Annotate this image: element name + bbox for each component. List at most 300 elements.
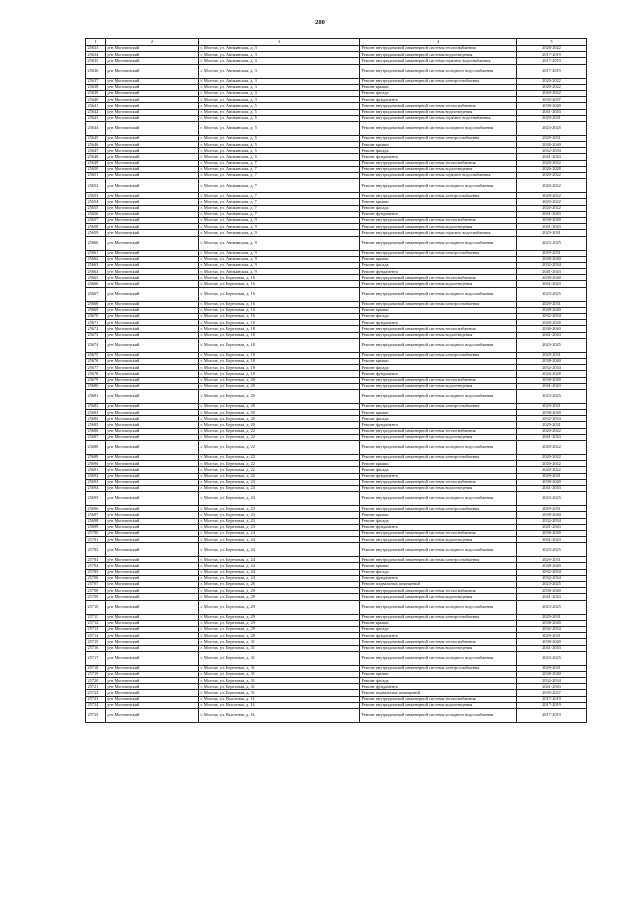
district-cell: р-н Могочинский	[106, 645, 199, 651]
work-type-cell: Ремонт внутридомовой инженерной системы водоотведения	[360, 332, 517, 338]
work-type-cell: Ремонт подвальных помещений	[360, 582, 517, 588]
address-cell: г. Могоча, ул. Березовая, д. 22	[199, 428, 360, 434]
address-cell: г. Могоча, ул. Березовая, д. 18	[199, 358, 360, 364]
address-cell: г. Могоча, ул. Аникинская, д. 9	[199, 230, 360, 236]
years-cell: 2029-2031	[517, 614, 587, 620]
row-number-cell: 25660	[86, 236, 106, 250]
row-number-cell: 25716	[86, 645, 106, 651]
years-cell: 2020-2022	[517, 46, 587, 52]
row-number-cell: 25655	[86, 205, 106, 211]
address-cell: г. Могоча, ул. Аникинская, д. 3	[199, 78, 360, 84]
work-type-cell: Ремонт фасада	[360, 205, 517, 211]
row-number-cell: 25645	[86, 135, 106, 141]
row-number-cell: 25711	[86, 614, 106, 620]
work-type-cell: Ремонт внутридомовой инженерной системы водоотведения	[360, 485, 517, 491]
address-cell: г. Могоча, ул. Березовая, д. 31	[199, 678, 360, 684]
row-number-cell: 25703	[86, 557, 106, 563]
district-cell: р-н Могочинский	[106, 115, 199, 121]
column-header: 2	[106, 39, 199, 46]
work-type-cell: Ремонт фундамента	[360, 154, 517, 160]
district-cell: р-н Могочинский	[106, 281, 199, 287]
work-type-cell: Ремонт внутридомовой инженерной системы электроснабжения	[360, 614, 517, 620]
district-cell: р-н Могочинский	[106, 582, 199, 588]
work-type-cell: Ремонт фундамента	[360, 524, 517, 530]
work-type-cell: Ремонт внутридомовой инженерной системы электроснабжения	[360, 557, 517, 563]
row-number-cell: 25644	[86, 121, 106, 135]
row-number-cell: 25684	[86, 416, 106, 422]
years-cell: 2038-2040	[517, 307, 587, 313]
work-type-cell: Ремонт крыши	[360, 307, 517, 313]
address-cell: г. Могоча, ул. Березовая, д. 18	[199, 332, 360, 338]
district-cell: р-н Могочинский	[106, 524, 199, 530]
district-cell: р-н Могочинский	[106, 135, 199, 141]
address-cell: г. Могоча, ул. Березовая, д. 18	[199, 326, 360, 332]
row-number-cell: 25659	[86, 230, 106, 236]
work-type-cell: Ремонт крыши	[360, 620, 517, 626]
row-number-cell: 25717	[86, 651, 106, 665]
row-number-cell: 25710	[86, 600, 106, 614]
district-cell: р-н Могочинский	[106, 377, 199, 383]
address-cell: г. Могоча, ул. Аникинская, д. 7	[199, 199, 360, 205]
work-type-cell: Ремонт внутридомовой инженерной системы холодного водоснабжения	[360, 651, 517, 665]
address-cell: г. Могоча, ул. Березовая, д. 31	[199, 671, 360, 677]
address-cell: г. Могоча, ул. Высотная, д. 14	[199, 709, 360, 723]
address-cell: г. Могоча, ул. Аникинская, д. 3	[199, 64, 360, 78]
address-cell: г. Могоча, ул. Аникинская, д. 9	[199, 269, 360, 275]
district-cell: р-н Могочинский	[106, 160, 199, 166]
work-type-cell: Ремонт фасада	[360, 416, 517, 422]
years-cell: 2032-2034	[517, 365, 587, 371]
district-cell: р-н Могочинский	[106, 307, 199, 313]
district-cell: р-н Могочинский	[106, 262, 199, 268]
district-cell: р-н Могочинский	[106, 422, 199, 428]
address-cell: г. Могоча, ул. Аникинская, д. 5	[199, 121, 360, 135]
work-type-cell: Ремонт фасада	[360, 148, 517, 154]
district-cell: р-н Могочинский	[106, 492, 199, 506]
district-cell: р-н Могочинский	[106, 109, 199, 115]
address-cell: г. Могоча, ул. Березовая, д. 22	[199, 441, 360, 455]
work-type-cell: Ремонт внутридомовой инженерной системы электроснабжения	[360, 135, 517, 141]
district-cell: р-н Могочинский	[106, 600, 199, 614]
district-cell: р-н Могочинский	[106, 217, 199, 223]
row-number-cell: 25651	[86, 173, 106, 179]
years-cell: 2038-2040	[517, 377, 587, 383]
work-type-cell: Ремонт внутридомовой инженерной системы электроснабжения	[360, 301, 517, 307]
district-cell: р-н Могочинский	[106, 678, 199, 684]
district-cell: р-н Могочинский	[106, 543, 199, 557]
years-cell: 2029-2031	[517, 506, 587, 512]
address-cell: г. Могоча, ул. Высотная, д. 14	[199, 702, 360, 708]
row-number-cell: 25690	[86, 461, 106, 467]
row-number-cell: 25685	[86, 422, 106, 428]
district-cell: р-н Могочинский	[106, 332, 199, 338]
address-cell: г. Могоча, ул. Березовая, д. 20	[199, 389, 360, 403]
years-cell: 2038-2040	[517, 530, 587, 536]
years-cell: 2029-2031	[517, 403, 587, 409]
years-cell: 2023-2025	[517, 492, 587, 506]
column-header: 3	[199, 39, 360, 46]
table-row	[86, 709, 587, 723]
district-cell: р-н Могочинский	[106, 383, 199, 389]
address-cell: г. Могоча, ул. Березовая, д. 24	[199, 569, 360, 575]
row-number-cell: 25713	[86, 626, 106, 632]
row-number-cell: 25637	[86, 78, 106, 84]
years-cell: 2038-2040	[517, 256, 587, 262]
address-cell: г. Могоча, ул. Березовая, д. 16	[199, 287, 360, 301]
work-type-cell: Ремонт внутридомовой инженерной системы водоотведения	[360, 434, 517, 440]
district-cell: р-н Могочинский	[106, 633, 199, 639]
address-cell: г. Могоча, ул. Березовая, д. 20	[199, 403, 360, 409]
years-cell: 2017-2019	[517, 58, 587, 64]
district-cell: р-н Могочинский	[106, 166, 199, 172]
work-type-cell: Ремонт крыши	[360, 410, 517, 416]
work-type-cell: Ремонт крыши	[360, 142, 517, 148]
work-type-cell: Ремонт крыши	[360, 512, 517, 518]
years-cell: 2038-2040	[517, 671, 587, 677]
district-cell: р-н Могочинский	[106, 441, 199, 455]
row-number-cell: 25686	[86, 428, 106, 434]
work-type-cell: Ремонт фасада	[360, 518, 517, 524]
address-cell: г. Могоча, ул. Березовая, д. 23	[199, 485, 360, 491]
years-cell: 2032-2034	[517, 678, 587, 684]
district-cell: р-н Могочинский	[106, 64, 199, 78]
work-type-cell: Ремонт фундамента	[360, 633, 517, 639]
address-cell: г. Могоча, ул. Березовая, д. 16	[199, 307, 360, 313]
address-cell: г. Могоча, ул. Березовая, д. 29	[199, 633, 360, 639]
address-cell: г. Могоча, ул. Березовая, д. 31	[199, 651, 360, 665]
district-cell: р-н Могочинский	[106, 518, 199, 524]
row-number-cell: 25691	[86, 467, 106, 473]
address-cell: г. Могоча, ул. Аникинская, д. 7	[199, 211, 360, 217]
row-number-cell: 25671	[86, 320, 106, 326]
address-cell: г. Могоча, ул. Березовая, д. 16	[199, 314, 360, 320]
work-type-cell: Ремонт внутридомовой инженерной системы водоотведения	[360, 537, 517, 543]
address-cell: г. Могоча, ул. Аникинская, д. 7	[199, 205, 360, 211]
district-cell: р-н Могочинский	[106, 594, 199, 600]
address-cell: г. Могоча, ул. Березовая, д. 31	[199, 690, 360, 696]
address-cell: г. Могоча, ул. Аникинская, д. 7	[199, 160, 360, 166]
work-type-cell: Ремонт внутридомовой инженерной системы теплоснабжения	[360, 217, 517, 223]
row-number-cell: 25700	[86, 530, 106, 536]
work-type-cell: Ремонт внутридомовой инженерной системы холодного водоснабжения	[360, 492, 517, 506]
address-cell: г. Могоча, ул. Аникинская, д. 5	[199, 148, 360, 154]
row-number-cell: 25682	[86, 403, 106, 409]
address-cell: г. Могоча, ул. Березовая, д. 26	[199, 582, 360, 588]
years-cell: 2023-2025	[517, 543, 587, 557]
work-type-cell: Ремонт внутридомовой инженерной системы водоотведения	[360, 702, 517, 708]
work-type-cell: Ремонт фундамента	[360, 684, 517, 690]
work-type-cell: Ремонт внутридомовой инженерной системы горячего водоснабжения	[360, 58, 517, 64]
work-type-cell: Ремонт внутридомовой инженерной системы водоотведения	[360, 166, 517, 172]
years-cell: 2026-2028	[517, 166, 587, 172]
work-type-cell: Ремонт крыши	[360, 199, 517, 205]
table-row	[86, 64, 587, 78]
years-cell: 2041-2043	[517, 594, 587, 600]
district-cell: р-н Могочинский	[106, 690, 199, 696]
years-cell: 2038-2040	[517, 217, 587, 223]
district-cell: р-н Могочинский	[106, 569, 199, 575]
years-cell: 2020-2022	[517, 90, 587, 96]
row-number-cell: 25706	[86, 575, 106, 581]
row-number-cell: 25678	[86, 371, 106, 377]
years-cell: 2038-2040	[517, 410, 587, 416]
row-number-cell: 25718	[86, 665, 106, 671]
years-cell: 2026-2028	[517, 371, 587, 377]
years-cell: 2023-2025	[517, 121, 587, 135]
row-number-cell: 25722	[86, 690, 106, 696]
district-cell: р-н Могочинский	[106, 588, 199, 594]
years-cell: 2038-2040	[517, 358, 587, 364]
column-header: 5	[517, 39, 587, 46]
district-cell: р-н Могочинский	[106, 199, 199, 205]
repair-schedule-table	[85, 38, 587, 723]
district-cell: р-н Могочинский	[106, 58, 199, 64]
row-number-cell: 25673	[86, 332, 106, 338]
row-number-cell: 25653	[86, 193, 106, 199]
years-cell: 2029-2031	[517, 557, 587, 563]
years-cell: 2038-2040	[517, 275, 587, 281]
years-cell: 2029-2031	[517, 352, 587, 358]
row-number-cell: 25635	[86, 58, 106, 64]
address-cell: г. Могоча, ул. Березовая, д. 18	[199, 365, 360, 371]
row-number-cell: 25675	[86, 352, 106, 358]
district-cell: р-н Могочинский	[106, 365, 199, 371]
work-type-cell: Ремонт фасада	[360, 90, 517, 96]
page-number: 280	[315, 19, 325, 26]
years-cell: 2023-2025	[517, 389, 587, 403]
years-cell: 2041-2043	[517, 281, 587, 287]
work-type-cell: Ремонт внутридомовой инженерной системы холодного водоснабжения	[360, 338, 517, 352]
address-cell: г. Могоча, ул. Березовая, д. 20	[199, 422, 360, 428]
work-type-cell: Ремонт внутридомовой инженерной системы горячего водоснабжения	[360, 230, 517, 236]
district-cell: р-н Могочинский	[106, 651, 199, 665]
address-cell: г. Могоча, ул. Березовая, д. 18	[199, 371, 360, 377]
district-cell: р-н Могочинский	[106, 626, 199, 632]
work-type-cell: Ремонт крыши	[360, 671, 517, 677]
address-cell: г. Могоча, ул. Березовая, д. 29	[199, 620, 360, 626]
header-row	[86, 39, 587, 46]
address-cell: г. Могоча, ул. Аникинская, д. 7	[199, 179, 360, 193]
row-number-cell: 25695	[86, 492, 106, 506]
row-number-cell: 25636	[86, 64, 106, 78]
years-cell: 2032-2034	[517, 518, 587, 524]
years-cell: 2038-2040	[517, 620, 587, 626]
district-cell: р-н Могочинский	[106, 256, 199, 262]
district-cell: р-н Могочинский	[106, 121, 199, 135]
district-cell: р-н Могочинский	[106, 97, 199, 103]
column-header: 1	[86, 39, 106, 46]
address-cell: г. Могоча, ул. Березовая, д. 16	[199, 320, 360, 326]
district-cell: р-н Могочинский	[106, 467, 199, 473]
work-type-cell: Ремонт крыши	[360, 358, 517, 364]
address-cell: г. Могоча, ул. Березовая, д. 29	[199, 600, 360, 614]
address-cell: г. Могоча, ул. Березовая, д. 24	[199, 537, 360, 543]
years-cell: 2032-2034	[517, 416, 587, 422]
years-cell: 2041-2043	[517, 383, 587, 389]
years-cell: 2023-2025	[517, 651, 587, 665]
work-type-cell: Ремонт внутридомовой инженерной системы электроснабжения	[360, 506, 517, 512]
address-cell: г. Могоча, ул. Березовая, д. 31	[199, 684, 360, 690]
years-cell: 2020-2022	[517, 193, 587, 199]
address-cell: г. Могоча, ул. Березовая, д. 20	[199, 410, 360, 416]
address-cell: г. Могоча, ул. Аникинская, д. 9	[199, 250, 360, 256]
district-cell: р-н Могочинский	[106, 236, 199, 250]
row-number-cell: 25704	[86, 563, 106, 569]
row-number-cell: 25698	[86, 518, 106, 524]
years-cell: 2041-2043	[517, 684, 587, 690]
work-type-cell: Ремонт внутридомовой инженерной системы водоотведения	[360, 109, 517, 115]
years-cell: 2020-2022	[517, 84, 587, 90]
years-cell: 2020-2022	[517, 461, 587, 467]
row-number-cell: 25687	[86, 434, 106, 440]
years-cell: 2029-2031	[517, 250, 587, 256]
years-cell: 2017-2019	[517, 702, 587, 708]
address-cell: г. Могоча, ул. Березовая, д. 22	[199, 467, 360, 473]
district-cell: р-н Могочинский	[106, 665, 199, 671]
row-number-cell: 25646	[86, 142, 106, 148]
row-number-cell: 25692	[86, 473, 106, 479]
years-cell: 2032-2034	[517, 575, 587, 581]
work-type-cell: Ремонт фасада	[360, 365, 517, 371]
years-cell: 2020-2022	[517, 173, 587, 179]
address-cell: г. Могоча, ул. Березовая, д. 31	[199, 665, 360, 671]
years-cell: 2041-2043	[517, 154, 587, 160]
row-number-cell: 25649	[86, 160, 106, 166]
row-number-cell: 25662	[86, 256, 106, 262]
work-type-cell: Ремонт внутридомовой инженерной системы теплоснабжения	[360, 588, 517, 594]
district-cell: р-н Могочинский	[106, 530, 199, 536]
work-type-cell: Ремонт фасада	[360, 626, 517, 632]
years-cell: 2017-2019	[517, 64, 587, 78]
address-cell: г. Могоча, ул. Аникинская, д. 3	[199, 97, 360, 103]
work-type-cell: Ремонт внутридомовой инженерной системы холодного водоснабжения	[360, 179, 517, 193]
row-number-cell: 25694	[86, 485, 106, 491]
row-number-cell: 25668	[86, 301, 106, 307]
district-cell: р-н Могочинский	[106, 205, 199, 211]
row-number-cell: 25688	[86, 441, 106, 455]
address-cell: г. Могоча, ул. Аникинская, д. 7	[199, 166, 360, 172]
address-cell: г. Могоча, ул. Березовая, д. 24	[199, 530, 360, 536]
work-type-cell: Ремонт внутридомовой инженерной системы теплоснабжения	[360, 103, 517, 109]
row-number-cell: 25654	[86, 199, 106, 205]
work-type-cell: Ремонт внутридомовой инженерной системы холодного водоснабжения	[360, 600, 517, 614]
district-cell: р-н Могочинский	[106, 428, 199, 434]
row-number-cell: 25641	[86, 103, 106, 109]
address-cell: г. Могоча, ул. Аникинская, д. 5	[199, 103, 360, 109]
address-cell: г. Могоча, ул. Аникинская, д. 3	[199, 46, 360, 52]
row-number-cell: 25702	[86, 543, 106, 557]
district-cell: р-н Могочинский	[106, 557, 199, 563]
work-type-cell: Ремонт фасада	[360, 569, 517, 575]
address-cell: г. Могоча, ул. Березовая, д. 18	[199, 352, 360, 358]
years-cell: 2032-2034	[517, 148, 587, 154]
work-type-cell: Ремонт внутридомовой инженерной системы теплоснабжения	[360, 479, 517, 485]
district-cell: р-н Могочинский	[106, 410, 199, 416]
work-type-cell: Ремонт фасада	[360, 467, 517, 473]
work-type-cell: Ремонт внутридомовой инженерной системы водоотведения	[360, 224, 517, 230]
row-number-cell: 25701	[86, 537, 106, 543]
table-row	[86, 543, 587, 557]
work-type-cell: Ремонт внутридомовой инженерной системы горячего водоснабжения	[360, 115, 517, 121]
work-type-cell: Ремонт подвальных помещений	[360, 690, 517, 696]
years-cell: 2029-2031	[517, 115, 587, 121]
years-cell: 2029-2031	[517, 665, 587, 671]
work-type-cell: Ремонт фундамента	[360, 211, 517, 217]
years-cell: 2041-2043	[517, 524, 587, 530]
table-row	[86, 287, 587, 301]
address-cell: г. Могоча, ул. Аникинская, д. 5	[199, 142, 360, 148]
address-cell: г. Могоча, ул. Аникинская, д. 9	[199, 256, 360, 262]
work-type-cell: Ремонт внутридомовой инженерной системы электроснабжения	[360, 665, 517, 671]
work-type-cell: Ремонт фундамента	[360, 422, 517, 428]
district-cell: р-н Могочинский	[106, 326, 199, 332]
work-type-cell: Ремонт внутридомовой инженерной системы холодного водоснабжения	[360, 543, 517, 557]
district-cell: р-н Могочинский	[106, 434, 199, 440]
district-cell: р-н Могочинский	[106, 52, 199, 58]
work-type-cell: Ремонт фундамента	[360, 320, 517, 326]
work-type-cell: Ремонт внутридомовой инженерной системы холодного водоснабжения	[360, 287, 517, 301]
district-cell: р-н Могочинский	[106, 639, 199, 645]
row-number-cell: 25697	[86, 512, 106, 518]
years-cell: 2023-2025	[517, 287, 587, 301]
address-cell: г. Могоча, ул. Березовая, д. 23	[199, 512, 360, 518]
district-cell: р-н Могочинский	[106, 506, 199, 512]
years-cell: 2032-2034	[517, 262, 587, 268]
district-cell: р-н Могочинский	[106, 211, 199, 217]
row-number-cell: 25672	[86, 326, 106, 332]
work-type-cell: Ремонт внутридомовой инженерной системы электроснабжения	[360, 250, 517, 256]
work-type-cell: Ремонт крыши	[360, 84, 517, 90]
years-cell: 2041-2043	[517, 109, 587, 115]
address-cell: г. Могоча, ул. Аникинская, д. 3	[199, 58, 360, 64]
row-number-cell: 25657	[86, 217, 106, 223]
district-cell: р-н Могочинский	[106, 684, 199, 690]
table-row	[86, 236, 587, 250]
row-number-cell: 25679	[86, 377, 106, 383]
row-number-cell: 25705	[86, 569, 106, 575]
years-cell: 2032-2034	[517, 626, 587, 632]
work-type-cell: Ремонт внутридомовой инженерной системы теплоснабжения	[360, 530, 517, 536]
work-type-cell: Ремонт внутридомовой инженерной системы водоотведения	[360, 383, 517, 389]
address-cell: г. Могоча, ул. Аникинская, д. 7	[199, 173, 360, 179]
district-cell: р-н Могочинский	[106, 275, 199, 281]
work-type-cell: Ремонт внутридомовой инженерной системы холодного водоснабжения	[360, 64, 517, 78]
work-type-cell: Ремонт фундамента	[360, 473, 517, 479]
address-cell: г. Могоча, ул. Березовая, д. 16	[199, 281, 360, 287]
district-cell: р-н Могочинский	[106, 620, 199, 626]
address-cell: г. Могоча, ул. Березовая, д. 24	[199, 575, 360, 581]
years-cell: 2023-2025	[517, 338, 587, 352]
work-type-cell: Ремонт внутридомовой инженерной системы теплоснабжения	[360, 46, 517, 52]
work-type-cell: Ремонт фундамента	[360, 97, 517, 103]
row-number-cell: 25638	[86, 84, 106, 90]
years-cell: 2023-2025	[517, 236, 587, 250]
row-number-cell: 25652	[86, 179, 106, 193]
years-cell: 2032-2034	[517, 314, 587, 320]
address-cell: г. Могоча, ул. Березовая, д. 16	[199, 275, 360, 281]
address-cell: г. Могоча, ул. Березовая, д. 22	[199, 455, 360, 461]
address-cell: г. Могоча, ул. Березовая, д. 23	[199, 479, 360, 485]
address-cell: г. Могоча, ул. Аникинская, д. 5	[199, 154, 360, 160]
district-cell: р-н Могочинский	[106, 512, 199, 518]
district-cell: р-н Могочинский	[106, 671, 199, 677]
years-cell: 2026-2028	[517, 320, 587, 326]
row-number-cell: 25642	[86, 109, 106, 115]
years-cell: 2038-2040	[517, 142, 587, 148]
work-type-cell: Ремонт фундамента	[360, 269, 517, 275]
district-cell: р-н Могочинский	[106, 403, 199, 409]
years-cell: 2038-2040	[517, 479, 587, 485]
